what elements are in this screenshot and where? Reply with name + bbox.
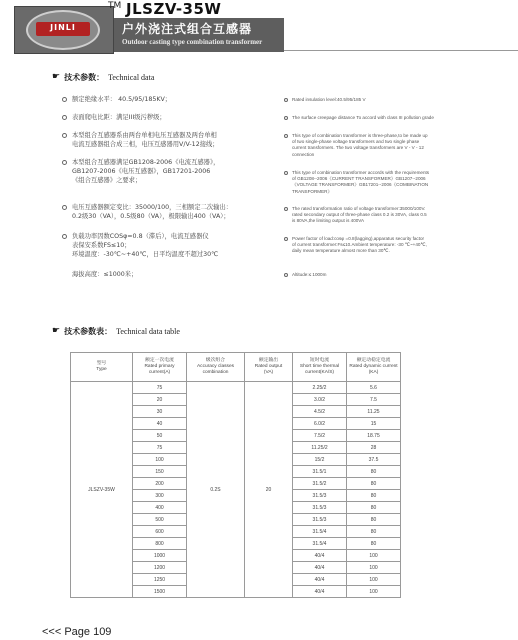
cell-current: 50 [133, 430, 187, 442]
param-cn-text: 负载功率因数COSφ=0.8（滞后），电流互感器仪 表保安系数FS≤10； 环境温度：-30℃~+40℃，日平均温度不超过30℃ [72, 233, 219, 258]
param-en-text: This type of combination transformer accords with the requirements of GB1208--2006《CURRENT TRANSFORMER》GB1207--2006 《VOLTAGE TRANSFORMER》GB17201--2006《COMBINATION TRANSFORMER》 [292, 170, 430, 194]
bullet-icon [284, 134, 288, 138]
header-rated-primary-current [133, 353, 187, 382]
cell-dynamic: 5.6 [347, 382, 401, 394]
cell-dynamic: 7.5 [347, 394, 401, 406]
param-en-text: Altitude:≤ 1000m [292, 272, 327, 277]
section-title-cn: 技术参数表： [64, 326, 113, 336]
cell-current: 1250 [133, 574, 187, 586]
bullet-icon [62, 133, 67, 138]
cell-short-time: 15/2 [293, 454, 347, 466]
pointing-hand-icon: ☛ [52, 72, 61, 82]
param-cn-text: 海拔高度：≤1000米； [72, 271, 138, 278]
cell-short-time: 7.5/2 [293, 430, 347, 442]
cell-current: 1500 [133, 586, 187, 598]
param-en-text: Power factor of load:cosφ =0.8(lagging),apparatus security factor of current transformer:Fs≤10.Ambient temperature: -30 ℃~+40℃, daily mean temperature almost more than 30℃. [292, 236, 427, 254]
cell-short-time: 4.5/2 [293, 406, 347, 418]
table-body [71, 382, 401, 598]
cell-short-time: 40/4 [293, 574, 347, 586]
table-row [71, 382, 401, 394]
cell-dynamic: 18.75 [347, 430, 401, 442]
technical-data-heading [52, 70, 154, 84]
bullet-icon [62, 234, 67, 239]
product-title-en: Outdoor casting type combination transformer [122, 38, 263, 46]
section-title-en: Technical data [108, 72, 155, 82]
cell-current: 600 [133, 526, 187, 538]
cell-dynamic: 80 [347, 538, 401, 550]
cell-short-time: 40/4 [293, 562, 347, 574]
param-cn-text: 本型组合互感器系由两台单相电压互感器及两台单相 电流互感器组合成三相，电压互感器用V/V-12接线； [72, 132, 219, 148]
cell-current: 40 [133, 418, 187, 430]
header-en: Rated dynamic current (KA) [349, 364, 398, 375]
header-en: Rated primary current(A) [144, 364, 175, 375]
product-model: JLSZV-35W [126, 0, 222, 18]
param-cn-text: 额定绝缘水平： 40.5/95/185KV； [72, 96, 172, 103]
cell-output: 20 [245, 382, 293, 598]
cell-dynamic: 100 [347, 574, 401, 586]
param-cn-text: 电压互感器额定变比：35000/100，三相额定二次输出： 0.2级30（VA），0.5级80（VA），极限输出400（VA）； [72, 204, 233, 220]
cell-current: 200 [133, 478, 187, 490]
cell-dynamic: 80 [347, 490, 401, 502]
cell-current: 800 [133, 538, 187, 550]
header-cn: 额定动稳定电流 [356, 358, 391, 363]
trademark-mark: TM [108, 1, 122, 11]
header-type [71, 353, 133, 382]
bullet-icon [284, 171, 288, 175]
header-rated-output [245, 353, 293, 382]
header-en: Type [96, 367, 107, 372]
cell-dynamic: 100 [347, 562, 401, 574]
cell-dynamic: 80 [347, 466, 401, 478]
pointing-hand-icon: ☛ [52, 326, 61, 336]
section-title-cn: 技术参数： [64, 72, 105, 82]
header-en: Rated output (VA) [254, 364, 283, 375]
cell-short-time: 31.5/2 [293, 478, 347, 490]
param-en-text: The rated transformation ratio of voltage transformer:35000/100V. rated secondary output of three-phase class 0.2 is 30VA, class 0.5 is 80VA,the limiting output is 400VA [292, 206, 427, 224]
bullet-icon [284, 207, 288, 211]
header-cn: 级次组合 [205, 358, 226, 363]
cell-short-time: 31.5/3 [293, 490, 347, 502]
cell-current: 20 [133, 394, 187, 406]
cell-dynamic: 37.5 [347, 454, 401, 466]
page-header [0, 0, 518, 60]
cell-dynamic: 80 [347, 478, 401, 490]
param-en-text: The surface creepage distance To accord with class III pollution grade [292, 115, 434, 120]
cell-dynamic: 80 [347, 514, 401, 526]
cell-current: 300 [133, 490, 187, 502]
header-cn: 短时电流 [309, 358, 330, 363]
cell-accuracy: 0.2S [187, 382, 245, 598]
cell-type: JLSZV-35W [71, 382, 133, 598]
cell-current: 500 [133, 514, 187, 526]
bullet-icon [284, 237, 288, 241]
cell-current: 30 [133, 406, 187, 418]
header-short-time-current [293, 353, 347, 382]
cell-dynamic: 11.25 [347, 406, 401, 418]
param-en-text: This type of combination transformer is three-phase,to be made up of two single-phase voltage transformers and two single phase current transformers. The two voltage transformers are V - V - 12 connection [292, 133, 428, 157]
cell-dynamic: 100 [347, 550, 401, 562]
param-en-text: Rated insulation level:40.5/95/185 V [292, 97, 366, 102]
page-number: <<< Page 109 [42, 626, 112, 638]
cell-dynamic: 80 [347, 526, 401, 538]
param-cn-text: 表面爬电比距：满足III级污秽级； [72, 114, 166, 121]
cell-current: 100 [133, 454, 187, 466]
header-rated-dynamic-current [347, 353, 401, 382]
bullet-icon [62, 115, 67, 120]
cell-dynamic: 28 [347, 442, 401, 454]
cell-current: 150 [133, 466, 187, 478]
header-rule [284, 50, 518, 51]
cell-current: 75 [133, 382, 187, 394]
cell-current: 1000 [133, 550, 187, 562]
param-cn-altitude [72, 270, 282, 279]
header-cn: 额定输出 [258, 358, 279, 363]
cell-short-time: 40/4 [293, 550, 347, 562]
technical-table-heading [52, 324, 180, 338]
header-accuracy-classes [187, 353, 245, 382]
cell-dynamic: 80 [347, 502, 401, 514]
cell-short-time: 31.5/1 [293, 466, 347, 478]
cell-current: 400 [133, 502, 187, 514]
bullet-icon [284, 273, 288, 277]
cell-short-time: 40/4 [293, 586, 347, 598]
header-cn: 额定一次电流 [145, 358, 174, 363]
cell-short-time: 2.25/2 [293, 382, 347, 394]
bullet-icon [62, 160, 67, 165]
section-title-en: Technical data table [116, 326, 180, 336]
cell-short-time: 31.5/4 [293, 526, 347, 538]
bullet-icon [284, 116, 288, 120]
header-cn: 型号 [96, 361, 107, 366]
cell-short-time: 31.5/3 [293, 514, 347, 526]
header-en: Short time thermal current(KA/S) [299, 364, 340, 375]
cell-dynamic: 100 [347, 586, 401, 598]
bullet-icon [284, 98, 288, 102]
brand-logo-text: JINLI [50, 23, 76, 32]
cell-dynamic: 15 [347, 418, 401, 430]
param-cn-text: 本型组合互感器满足GB1208-2006《电流互感器》， GB1207-2006《电压互感器》，GB17201-2006 《组合互感器》之要求； [72, 159, 220, 184]
cell-current: 1200 [133, 562, 187, 574]
product-title-cn: 户外浇注式组合互感器 [122, 22, 253, 36]
cell-short-time: 31.5/4 [293, 538, 347, 550]
cell-short-time: 3.0/2 [293, 394, 347, 406]
table-header-row [71, 353, 401, 382]
cell-short-time: 6.0/2 [293, 418, 347, 430]
bullet-icon [62, 97, 67, 102]
cell-short-time: 11.25/2 [293, 442, 347, 454]
cell-current: 75 [133, 442, 187, 454]
header-en: Accuracy classes combination [196, 364, 235, 375]
cell-short-time: 31.5/3 [293, 502, 347, 514]
bullet-icon [62, 205, 67, 210]
technical-data-table [70, 352, 401, 598]
